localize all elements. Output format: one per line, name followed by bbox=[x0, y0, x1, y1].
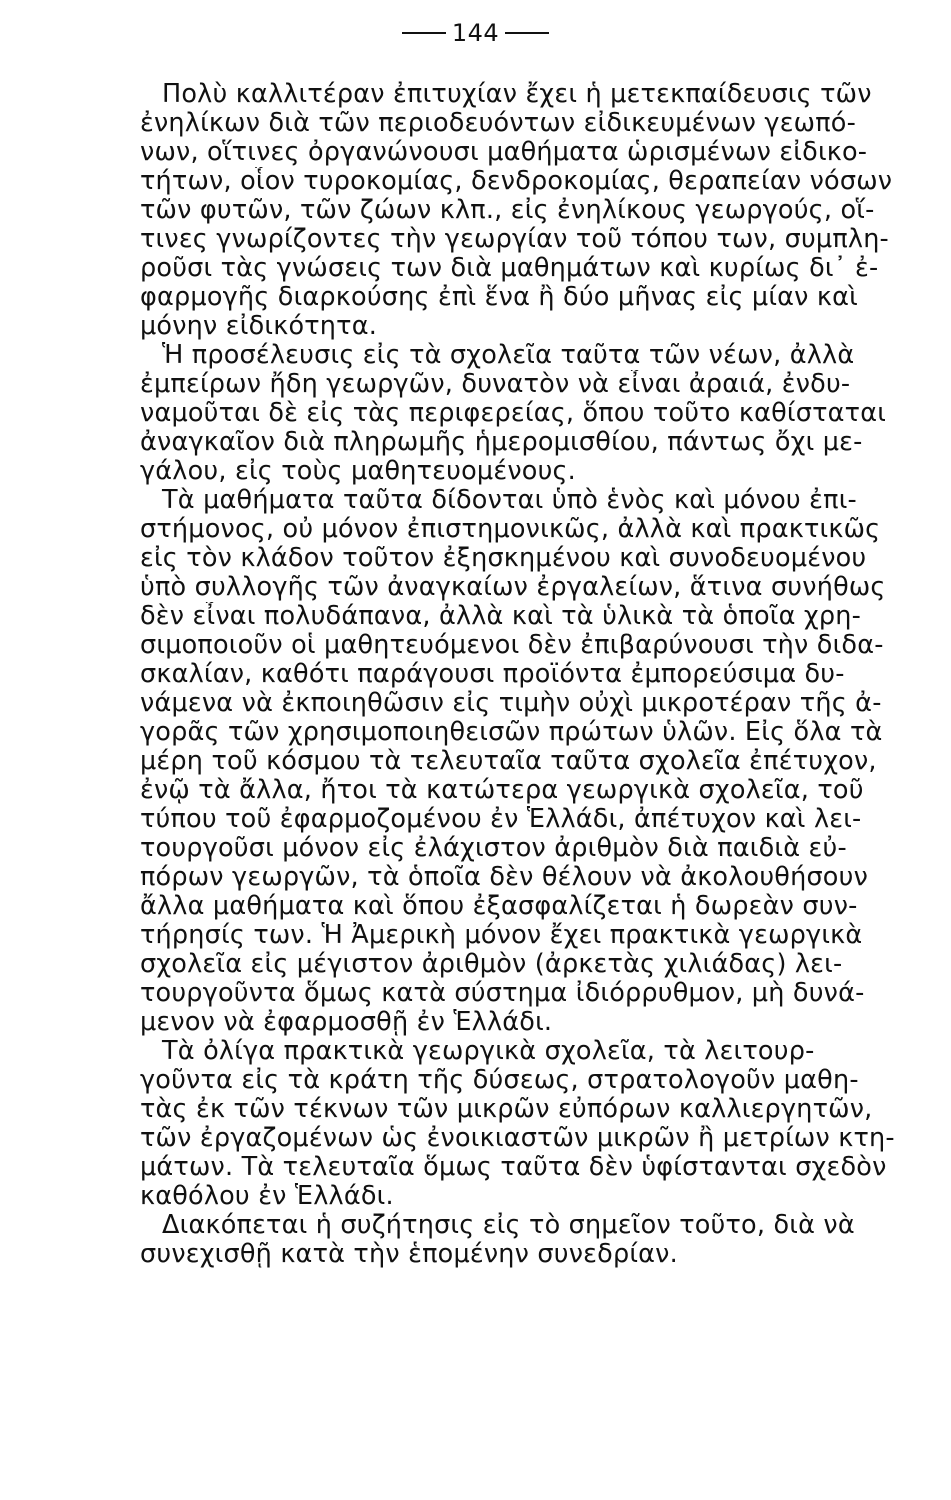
text-line: ὑπὸ συλλογῆς τῶν ἀναγκαίων ἐργαλείων, ἅτινα συνήθως bbox=[140, 573, 886, 602]
text-line: τουργοῦσι μόνον εἰς ἐλάχιστον ἀριθμὸν διὰ παιδιὰ εὐ- bbox=[140, 834, 847, 863]
text-line: ἄλλα μαθήματα καὶ ὅπου ἐξασφαλίζεται ἡ δωρεὰν συν- bbox=[140, 892, 858, 921]
text-line: μάτων. Τὰ τελευταῖα ὅμως ταῦτα δὲν ὑφίστανται σχεδὸν bbox=[140, 1153, 887, 1182]
body-text bbox=[140, 80, 940, 1269]
text-line: τῶν ἐργαζομένων ὡς ἐνοικιαστῶν μικρῶν ἢ μετρίων κτη- bbox=[140, 1124, 895, 1153]
text-line: Τὰ μαθήματα ταῦτα δίδονται ὑπὸ ἑνὸς καὶ μόνου ἐπι- bbox=[162, 486, 857, 515]
text-line: τουργοῦντα ὅμως κατὰ σύστημα ἰδιόρρυθμον, μὴ δυνά- bbox=[140, 979, 865, 1008]
text-line: ἀναγκαῖον διὰ πληρωμῆς ἡμερομισθίου, πάντως ὄχι με- bbox=[140, 428, 863, 457]
text-line: τύπου τοῦ ἐφαρμοζομένου ἐν Ἑλλάδι, ἀπέτυχον καὶ λει- bbox=[140, 805, 862, 834]
text-line: μέρη τοῦ κόσμου τὰ τελευταῖα ταῦτα σχολεῖα ἐπέτυχον, bbox=[140, 747, 877, 776]
text-line: ἐνῷ τὰ ἄλλα, ἤτοι τὰ κατώτερα γεωργικὰ σχολεῖα, τοῦ bbox=[140, 776, 864, 805]
text-line: εἰς τὸν κλάδον τοῦτον ἐξησκημένου καὶ συνοδευομένου bbox=[140, 544, 867, 573]
text-line: δὲν εἶναι πολυδάπανα, ἀλλὰ καὶ τὰ ὑλικὰ τὰ ὁποῖα χρη- bbox=[140, 602, 861, 631]
page-header bbox=[0, 18, 951, 48]
text-line: τὰς ἐκ τῶν τέκνων τῶν μικρῶν εὐπόρων καλλιεργητῶν, bbox=[140, 1095, 873, 1124]
left-dash bbox=[402, 32, 446, 34]
text-line: γορᾶς τῶν χρησιμοποιηθεισῶν πρώτων ὑλῶν. Εἰς ὅλα τὰ bbox=[140, 718, 883, 747]
text-line: Διακόπεται ἡ συζήτησις εἰς τὸ σημεῖον τοῦτο, διὰ νὰ bbox=[162, 1211, 855, 1240]
text-line: ἐμπείρων ἤδη γεωργῶν, δυνατὸν νὰ εἶναι ἀραιά, ἐνδυ- bbox=[140, 370, 851, 399]
text-line: Πολὺ καλλιτέραν ἐπιτυχίαν ἔχει ἡ μετεκπαίδευσις τῶν bbox=[162, 80, 872, 109]
text-line: σιμοποιοῦν οἱ μαθητευόμενοι δὲν ἐπιβαρύνουσι τὴν διδα- bbox=[140, 631, 884, 660]
text-line: τήρησίς των. Ἡ Ἀμερικὴ μόνον ἔχει πρακτικὰ γεωργικὰ bbox=[140, 921, 863, 950]
text-line: μόνην εἰδικότητα. bbox=[140, 312, 378, 341]
right-dash bbox=[505, 32, 549, 34]
text-line: φαρμογῆς διαρκούσης ἐπὶ ἕνα ἢ δύο μῆνας εἰς μίαν καὶ bbox=[140, 283, 858, 312]
text-line: καθόλου ἐν Ἑλλάδι. bbox=[140, 1182, 394, 1211]
text-line: ἐνηλίκων διὰ τῶν περιοδευόντων εἰδικευμένων γεωπό- bbox=[140, 109, 856, 138]
page-number: 144 bbox=[451, 19, 500, 47]
text-line: Τὰ ὀλίγα πρακτικὰ γεωργικὰ σχολεῖα, τὰ λειτουρ- bbox=[162, 1037, 815, 1066]
text-line: γοῦντα εἰς τὰ κράτη τῆς δύσεως, στρατολογοῦν μαθη- bbox=[140, 1066, 859, 1095]
text-line: νάμενα νὰ ἐκποιηθῶσιν εἰς τιμὴν οὐχὶ μικροτέραν τῆς ἀ- bbox=[140, 689, 882, 718]
text-line: τινες γνωρίζοντες τὴν γεωργίαν τοῦ τόπου των, συμπλη- bbox=[140, 225, 889, 254]
text-line: ναμοῦται δὲ εἰς τὰς περιφερείας, ὅπου τοῦτο καθίσταται bbox=[140, 399, 887, 428]
text-line: πόρων γεωργῶν, τὰ ὁποῖα δὲν θέλουν νὰ ἀκολουθήσουν bbox=[140, 863, 869, 892]
text-line: νων, οἵτινες ὀργανώνουσι μαθήματα ὡρισμένων εἰδικο- bbox=[140, 138, 868, 167]
text-line: τῶν φυτῶν, τῶν ζώων κλπ., εἰς ἐνηλίκους γεωργούς, οἵ- bbox=[140, 196, 875, 225]
text-line: συνεχισθῇ κατὰ τὴν ἑπομένην συνεδρίαν. bbox=[140, 1240, 678, 1269]
text-line: ροῦσι τὰς γνώσεις των διὰ μαθημάτων καὶ κυρίως δι᾽ ἐ- bbox=[140, 254, 879, 283]
text-line: γάλου, εἰς τοὺς μαθητευομένους. bbox=[140, 457, 576, 486]
text-line: στήμονος, οὐ μόνον ἐπιστημονικῶς, ἀλλὰ καὶ πρακτικῶς bbox=[140, 515, 881, 544]
text-line: σκαλίαν, καθότι παράγουσι προϊόντα ἐμπορεύσιμα δυ- bbox=[140, 660, 845, 689]
text-line: Ἡ προσέλευσις εἰς τὰ σχολεῖα ταῦτα τῶν νέων, ἀλλὰ bbox=[162, 341, 855, 370]
text-line: σχολεῖα εἰς μέγιστον ἀριθμὸν (ἀρκετὰς χιλιάδας) λει- bbox=[140, 950, 843, 979]
text-line: μενον νὰ ἐφαρμοσθῇ ἐν Ἑλλάδι. bbox=[140, 1008, 553, 1037]
text-line: τήτων, οἷον τυροκομίας, δενδροκομίας, θεραπείαν νόσων bbox=[140, 167, 893, 196]
